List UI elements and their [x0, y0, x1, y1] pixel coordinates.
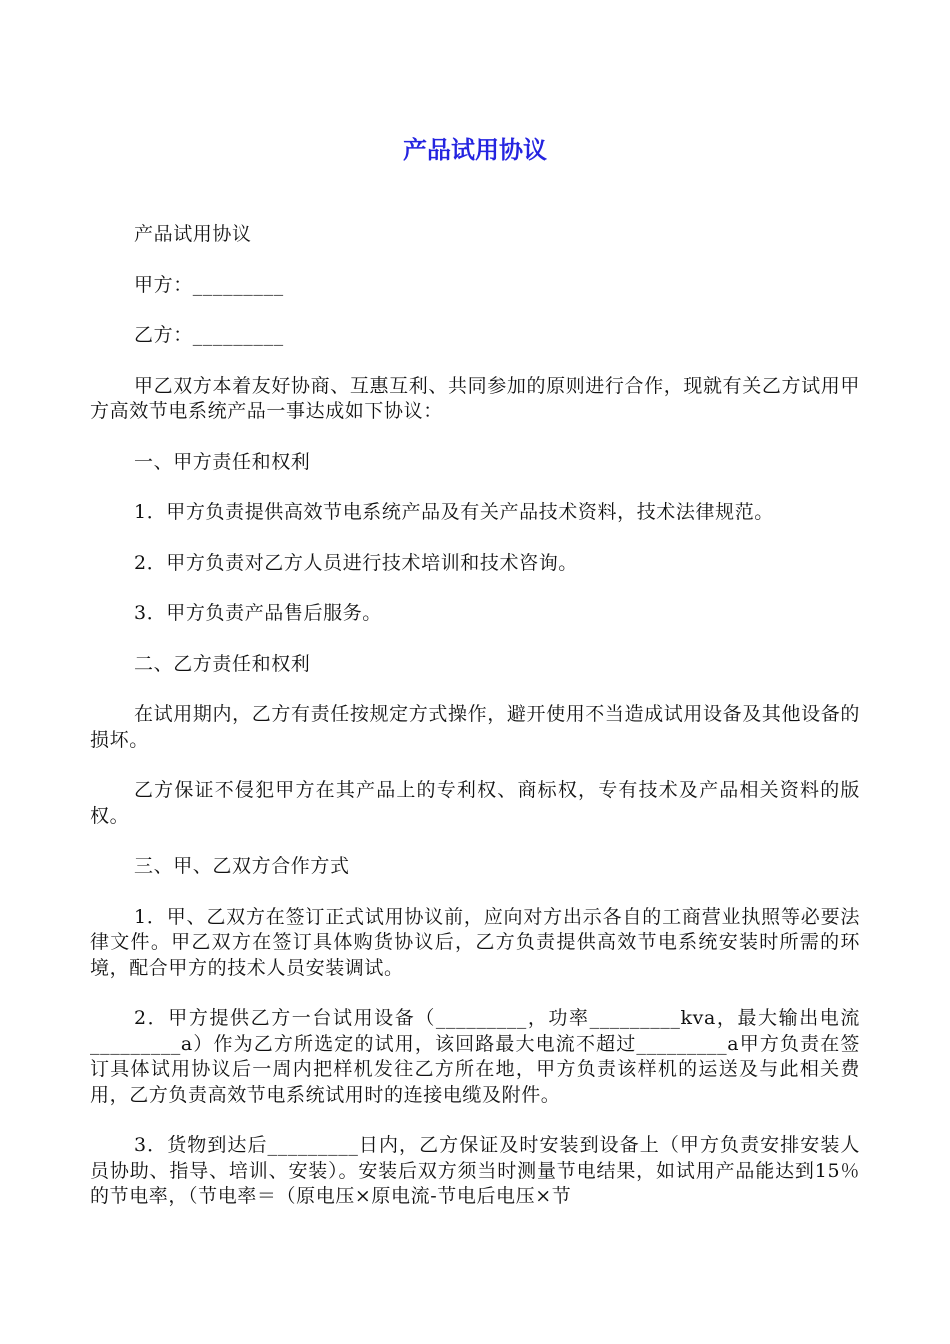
- document-body: [90, 222, 860, 1235]
- clause-1-2: 2．甲方负责对乙方人员进行技术培训和技术咨询。: [134, 551, 578, 574]
- paragraph-heading: 产品试用协议: [134, 223, 252, 245]
- party-b-line: 乙方：_________: [134, 324, 284, 346]
- document-title: 产品试用协议: [403, 136, 547, 164]
- section-heading-2: 二、乙方责任和权利: [134, 652, 311, 675]
- clause-3-3: 3．货物到达后_________日内，乙方保证及时安装到设备上（甲方负责安排安装人员协助、指导、培训、安装）。安装后双方须当时测量节电结果，如试用产品能达到15％的节电率，（节电率＝（原电压×原电流-节电后电压×节: [90, 1134, 860, 1207]
- clause-2-2: 乙方保证不侵犯甲方在其产品上的专利权、商标权，专有技术及产品相关资料的版权。: [90, 779, 860, 827]
- party-a-line: 甲方：_________: [134, 273, 284, 296]
- clause-1-3: 3．甲方负责产品售后服务。: [134, 602, 382, 624]
- clause-3-2: 2．甲方提供乙方一台试用设备（_________，功率_________kva，最大输出电流_________a）作为乙方所选定的试用，该回路最大电流不超过_________a甲方负责在签订具体试用协议后一周内把样机发往乙方所在地，甲方负责该样机的运送及与此相关费用，乙方负责高效节电系统试用时的连接电缆及附件。: [90, 1007, 860, 1106]
- clause-2-1: 在试用期内，乙方有责任按规定方式操作，避开使用不当造成试用设备及其他设备的损坏。: [90, 703, 860, 751]
- paragraph-preamble: 甲乙双方本着友好协商、互惠互利、共同参加的原则进行合作，现就有关乙方试用甲方高效节电系统产品一事达成如下协议：: [90, 374, 860, 422]
- clause-1-1: 1．甲方负责提供高效节电系统产品及有关产品技术资料，技术法律规范。: [134, 501, 774, 523]
- section-heading-3: 三、甲、乙双方合作方式: [134, 855, 350, 877]
- section-heading-1: 一、甲方责任和权利: [134, 450, 311, 473]
- clause-3-1: 1．甲、乙双方在签订正式试用协议前，应向对方出示各自的工商营业执照等必要法律文件。甲乙双方在签订具体购货协议后，乙方负责提供高效节电系统安装时所需的环境，配合甲方的技术人员安装调试。: [90, 905, 860, 979]
